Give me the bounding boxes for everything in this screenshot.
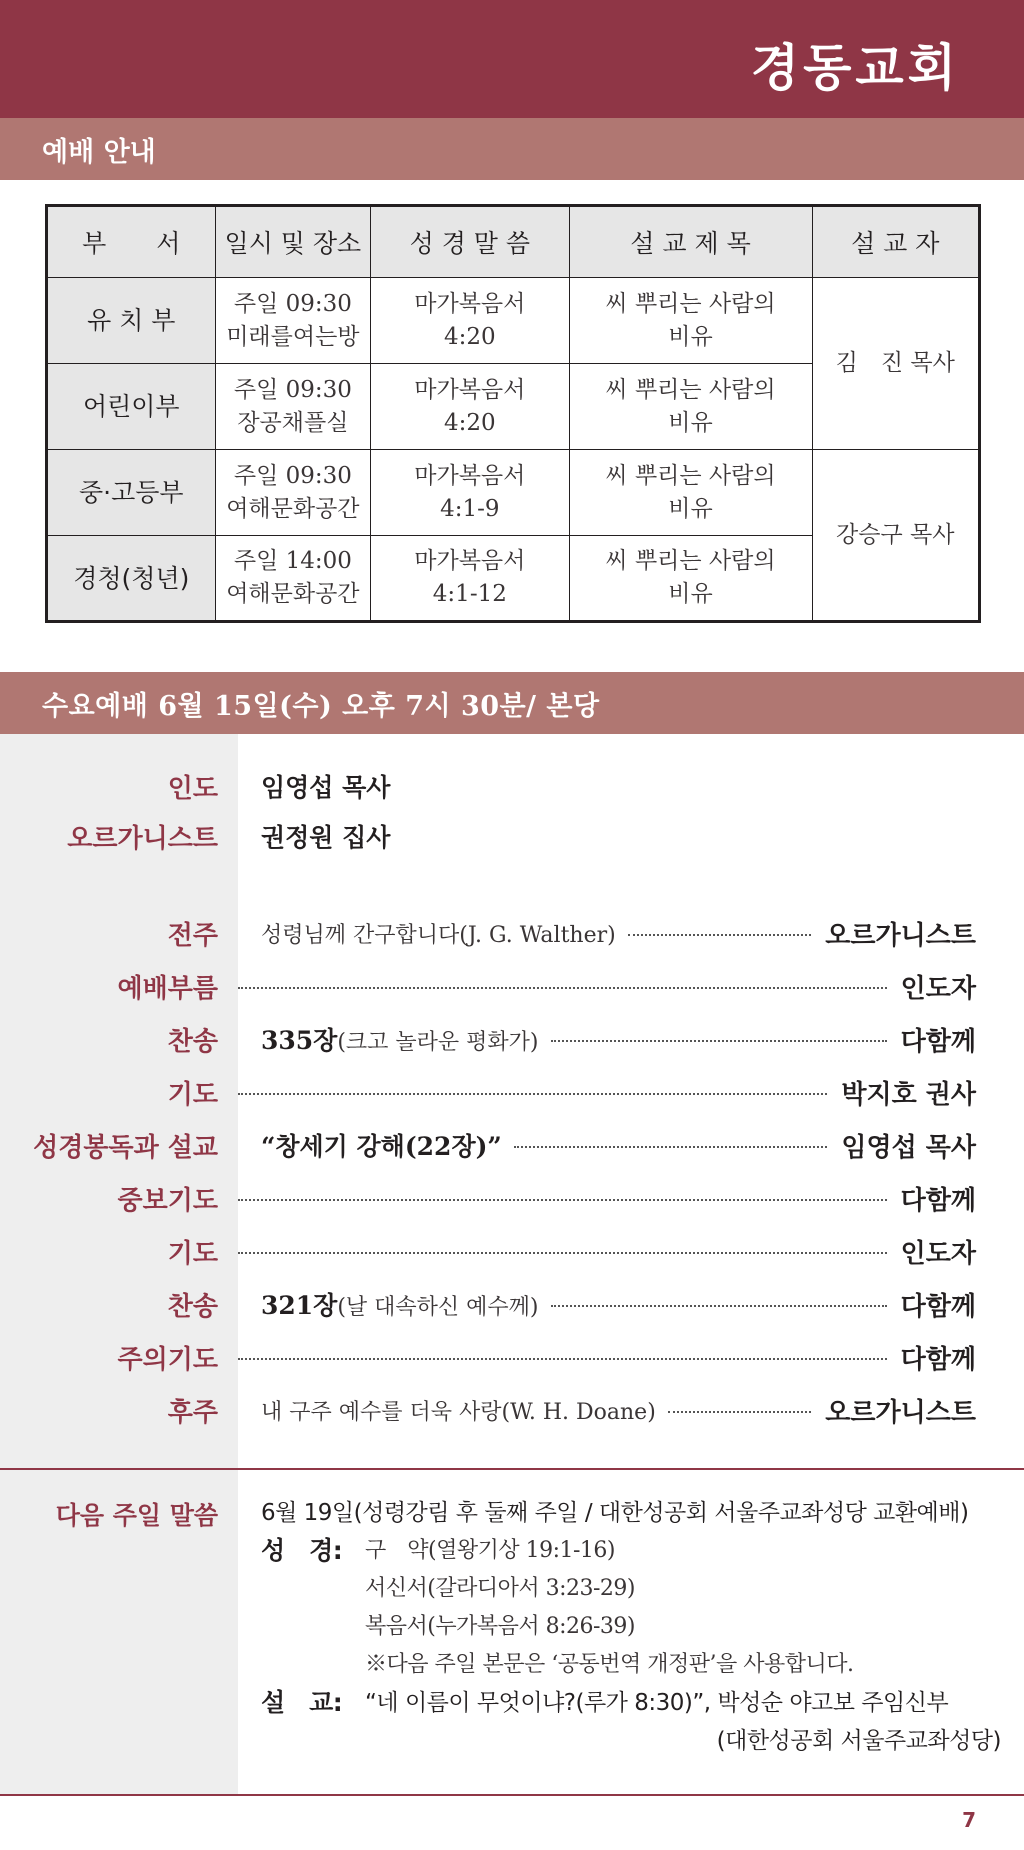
title-line: 비유 [668,323,713,350]
sermon-title-cell [569,278,812,364]
order-line [238,968,976,1005]
section-divider [0,1468,1024,1470]
order-person: 다함께 [900,1185,976,1216]
table-header-row [47,206,980,278]
leader-row [0,814,1024,858]
scripture-book: 마가복음서 [414,462,526,489]
sermon-place: (대한성공회 서울주교좌성당) [716,1728,1001,1754]
order-label: 찬송 [167,1291,218,1322]
order-person: 오르가니스트 [825,920,976,951]
leader-dots [668,1411,812,1413]
worship-schedule-table [45,204,981,623]
scripture-verse: 4:1-9 [440,495,500,522]
time-text: 주일 09:30 [233,290,352,317]
order-person: 박지호 권사 [841,1079,976,1110]
order-label: 기도 [167,1238,218,1269]
col-header-dept: 부 서 [47,206,216,278]
order-person: 다함께 [900,1344,976,1375]
item-text: 성령님께 간구합니다(J. G. Walther) [261,922,616,948]
header-bar [0,0,1024,118]
title-line: 씨 뿌리는 사람의 [605,462,776,489]
footer-divider [0,1794,1024,1796]
sermon-title-cell [569,364,812,450]
sermon-key: 설 교: [261,1688,343,1717]
scripture-cell [371,278,569,364]
col-header-time: 일시 및 장소 [215,206,371,278]
order-row [0,911,1024,955]
title-line: 씨 뿌리는 사람의 [605,290,776,317]
scripture-ot: 구 약(열왕기상 19:1-16) [365,1538,616,1563]
scripture-book: 마가복음서 [414,376,526,403]
order-item [261,918,616,949]
order-person: 임영섭 목사 [841,1132,976,1163]
leader-dots [238,1358,887,1360]
next-week-content [261,1494,1001,1760]
item-text: 내 구주 예수를 더욱 사랑(W. H. Doane) [261,1399,656,1425]
scripture-cell [371,364,569,450]
order-label: 주의기도 [117,1344,218,1375]
order-person: 오르가니스트 [825,1397,976,1428]
scripture-book: 마가복음서 [414,290,526,317]
order-label: 기도 [167,1079,218,1110]
time-place-cell [215,364,371,450]
sermon-text: “네 이름이 무엇이냐?(루가 8:30)”, 박성순 야고보 주임신부 [365,1690,949,1716]
sermon-title-cell [569,536,812,622]
order-row [0,964,1024,1008]
preacher-cell: 김 진 목사 [812,278,979,450]
leader-dots [238,1252,887,1254]
leader-dots [551,1040,887,1042]
order-row [0,1229,1024,1273]
scripture-cell [371,450,569,536]
order-item [261,1286,539,1322]
preacher-cell: 강승구 목사 [812,450,979,622]
order-line [238,1339,976,1376]
title-line: 씨 뿌리는 사람의 [605,376,776,403]
time-text: 주일 09:30 [233,462,352,489]
order-line [238,1233,976,1270]
order-line [261,1127,976,1164]
scripture-gospel: 복음서(누가복음서 8:26-39) [365,1614,636,1639]
order-row [0,1388,1024,1432]
hymn-number: 321장 [261,1291,338,1320]
next-week-title: 6월 19일(성령강림 후 둘째 주일 / 대한성공회 서울주교좌성당 교환예배) [261,1500,969,1526]
scripture-verse: 4:20 [444,323,496,350]
time-place-cell [215,536,371,622]
scripture-key: 성 경: [261,1536,343,1565]
order-item [261,1021,539,1057]
church-name: 경동교회 [750,38,960,97]
dept-cell: 유 치 부 [47,278,216,364]
leader-name: 권정원 집사 [261,823,391,852]
order-line [261,1286,976,1323]
scripture-epistle: 서신서(갈라디아서 3:23-29) [365,1576,636,1601]
sermon-line [261,1684,1001,1722]
order-person: 인도자 [900,973,976,1004]
col-header-scripture: 성 경 말 씀 [371,206,569,278]
scripture-cell [371,536,569,622]
page-number: 7 [962,1808,976,1832]
order-row [0,1335,1024,1379]
scripture-line [261,1532,1001,1570]
leader-dots [238,987,887,989]
scripture-verse: 4:1-12 [432,581,507,607]
order-row [0,1282,1024,1326]
order-row [0,1070,1024,1114]
place-text: 여해문화공간 [226,581,360,607]
dept-cell: 중·고등부 [47,450,216,536]
sermon-title: “창세기 강해(22장)” [261,1132,502,1161]
order-item [261,1127,502,1163]
order-line [238,1180,976,1217]
order-label: 예배부름 [117,973,218,1004]
leader-dots [238,1093,827,1095]
item-text: (크고 놀라운 평화가) [337,1030,539,1055]
dept-cell: 어린이부 [47,364,216,450]
order-label: 찬송 [167,1026,218,1057]
scripture-book: 마가복음서 [414,548,526,574]
leader-dots [628,934,812,936]
order-line [261,1021,976,1058]
table-row [47,278,980,364]
col-header-title: 설 교 제 목 [569,206,812,278]
order-person: 인도자 [900,1238,976,1269]
order-label: 후주 [167,1397,218,1428]
title-line: 비유 [668,581,713,607]
time-text: 주일 14:00 [233,548,352,574]
section-title-worship-guide: 예배 안내 [0,118,1024,180]
place-text: 미래를여는방 [226,323,360,350]
leader-label: 인도 [167,773,218,804]
order-item [261,1395,656,1426]
order-label: 전주 [167,920,218,951]
order-row [0,1017,1024,1061]
leader-row [0,764,1024,808]
leader-dots [238,1199,887,1201]
leader-name: 임영섭 목사 [261,773,391,802]
time-text: 주일 09:30 [233,376,352,403]
leader-label: 오르가니스트 [67,823,218,854]
title-line: 비유 [668,409,713,436]
place-text: 여해문화공간 [226,495,360,522]
title-line: 씨 뿌리는 사람의 [605,548,776,574]
section-title-wednesday-service: 수요예배 6월 15일(수) 오후 7시 30분/ 본당 [0,672,1024,734]
place-text: 장공채플실 [237,409,349,436]
item-text: (날 대속하신 예수께) [337,1295,539,1320]
time-place-cell [215,450,371,536]
order-person: 다함께 [900,1026,976,1057]
hymn-number: 335장 [261,1026,338,1055]
scripture-note: ※다음 주일 본문은 ‘공동번역 개정판’을 사용합니다. [365,1652,854,1677]
leader-dots [514,1146,828,1148]
order-row [0,1176,1024,1220]
col-header-preacher: 설 교 자 [812,206,979,278]
order-person: 다함께 [900,1291,976,1322]
dept-cell: 경청(청년) [47,536,216,622]
order-line [261,1392,976,1429]
sermon-title-cell [569,450,812,536]
order-line [238,1074,976,1111]
leader-dots [551,1305,887,1307]
order-label: 성경봉독과 설교 [33,1132,218,1163]
scripture-verse: 4:20 [444,409,496,436]
order-label: 중보기도 [117,1185,218,1216]
title-line: 비유 [668,495,713,522]
time-place-cell [215,278,371,364]
table-row [47,450,980,536]
order-row [0,1123,1024,1167]
next-week-label: 다음 주일 말씀 [55,1501,218,1530]
order-line [261,915,976,952]
